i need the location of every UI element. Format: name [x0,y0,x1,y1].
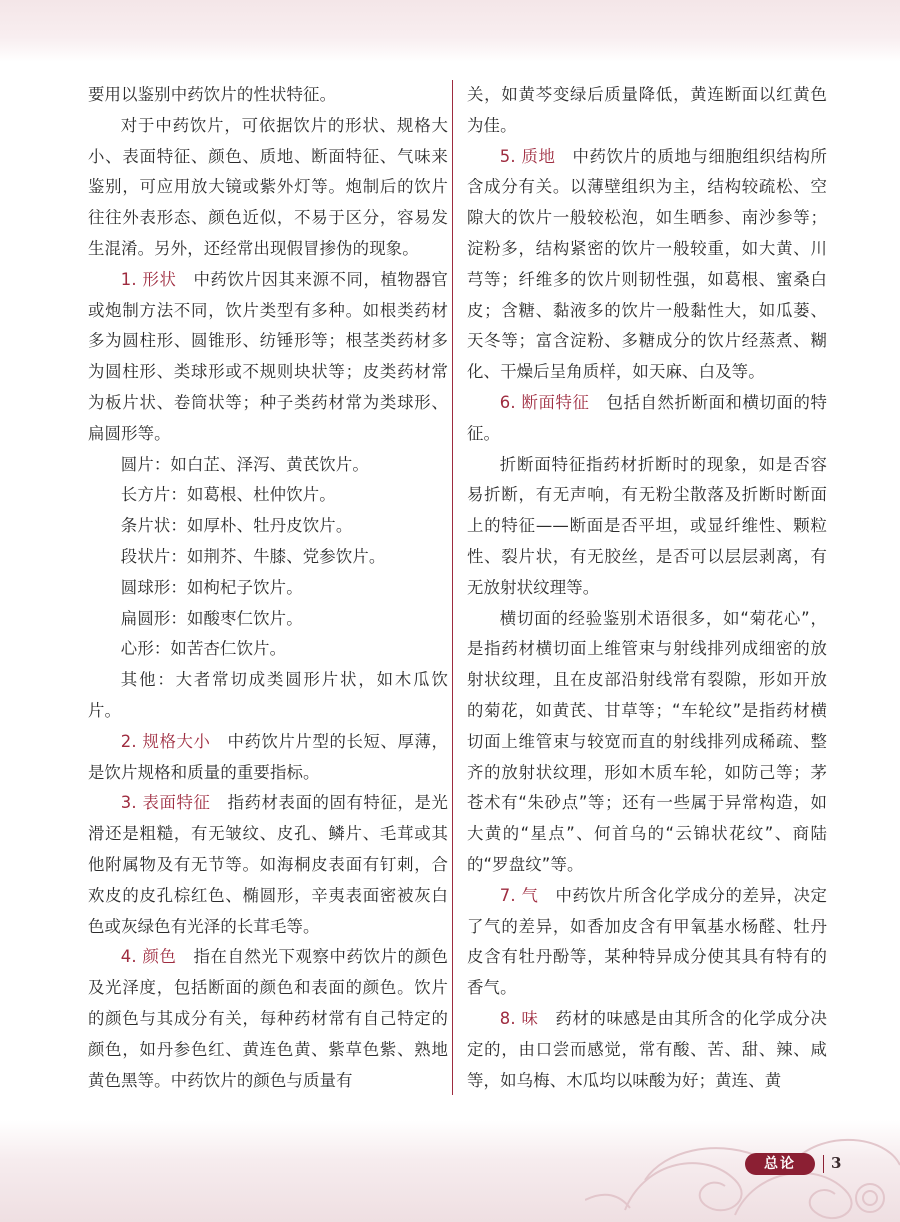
paragraph: 横切面的经验鉴别术语很多，如“菊花心”，是指药材横切面上维管束与射线排列成细密的放射状纹理，且在皮部沿射线常有裂隙，形如开放的菊花，如黄芪、甘草等；“车轮纹”是指药材横切面上维管束与较宽而直的射线排列成稀疏、整齐的放射状纹理，形如木质车轮，如防己等；茅苍术有“朱砂点”等；还有一些属于异常构造，如大黄的“星点”、何首乌的“云锦状花纹”、商陆的“罗盘纹”等。 [467,608,827,874]
list-item: 条片状：如厚朴、牡丹皮饮片。 [120,516,353,536]
list-item: 扁圆形：如酸枣仁饮片。 [120,608,303,628]
section-heading: 1. 形状 [120,269,177,289]
section-heading: 4. 颜色 [120,947,177,967]
left-column [88,80,448,1096]
section-color [88,942,448,1096]
footer-separator [823,1155,824,1173]
section-text: 中药饮片因其来源不同，植物器官或炮制方法不同，饮片类型有多种。如根类药材多为圆柱形、圆锥形、纺锤形等；根茎类药材多为圆柱形、类球形或不规则块状等；皮类药材常为板片状、卷筒状等；种子类药材常为类球形、扁圆形等。 [88,269,448,443]
section-texture [467,142,827,388]
section-text: 中药饮片的质地与细胞组织结构所含成分有关。以薄壁组织为主，结构较疏松、空隙大的饮片一般较松泡，如生晒参、南沙参等；淀粉多，结构紧密的饮片一般较重，如大黄、川芎等；纤维多的饮片则韧性强，如葛根、蜜桑白皮；含糖、黏液多的饮片一般黏性大，如瓜蒌、天冬等；富含淀粉、多糖成分的饮片经蒸煮、糊化、干燥后呈角质样，如天麻、白及等。 [467,146,827,382]
list-item: 其他：大者常切成类圆形片状，如木瓜饮片。 [88,670,448,720]
section-badge: 总论 [745,1153,815,1175]
section-text: 药材的味感是由其所含的化学成分决定的，由口尝而感觉，常有酸、苦、甜、辣、咸等，如乌梅、木瓜均以味酸为好；黄连、黄 [467,1008,827,1090]
paragraph: 对于中药饮片，可依据饮片的形状、规格大小、表面特征、颜色、质地、断面特征、气味来鉴别，可应用放大镜或紫外灯等。炮制后的饮片往往外表形态、颜色近似，不易于区分，容易发生混淆。另外，还经常出现假冒掺伪的现象。 [88,115,448,258]
section-surface [88,788,448,942]
column-divider [452,80,453,1095]
section-fracture [467,388,827,450]
section-text: 包括自然折断面和横切面的特征。 [467,392,827,443]
paragraph: 关，如黄芩变绿后质量降低，黄连断面以红黄色为佳。 [467,85,827,135]
list-item: 长方片：如葛根、杜仲饮片。 [120,485,336,505]
section-heading: 3. 表面特征 [120,793,211,813]
section-odor [467,881,827,1004]
section-heading: 5. 质地 [499,146,556,166]
section-heading: 2. 规格大小 [120,731,211,751]
list-item: 圆片：如白芷、泽泻、黄芪饮片。 [120,454,369,474]
section-heading: 8. 味 [499,1008,539,1028]
list-item: 心形：如苦杏仁饮片。 [120,639,287,659]
section-text: 中药饮片片型的长短、厚薄，是饮片规格和质量的重要指标。 [88,731,448,782]
header-band [0,0,900,62]
list-item: 段状片：如荆芥、牛膝、党参饮片。 [120,546,386,566]
right-column [467,80,827,1096]
section-size [88,727,448,789]
page-number: 3 [831,1154,842,1172]
paragraph: 要用以鉴别中药饮片的性状特征。 [88,85,337,104]
section-text: 中药饮片所含化学成分的差异，决定了气的差异，如香加皮含有甲氧基水杨醛、牡丹皮含有牡丹酚等，某种特异成分使其具有特有的香气。 [467,885,827,998]
section-heading: 6. 断面特征 [499,392,590,412]
section-taste [467,1004,827,1096]
list-item: 圆球形：如枸杞子饮片。 [120,577,303,597]
cloud-swirl-ornament [585,1120,900,1222]
section-text: 指药材表面的固有特征，是光滑还是粗糙，有无皱纹、皮孔、鳞片、毛茸或其他附属物及有无节等。如海桐皮表面有钉刺，合欢皮的皮孔棕红色、椭圆形，辛夷表面密被灰白色或灰绿色有光泽的长茸毛等。 [88,793,448,936]
paragraph: 折断面特征指药材折断时的现象，如是否容易折断，有无声响，有无粉尘散落及折断时断面上的特征——断面是否平坦，或显纤维性、颗粒性、裂片状，有无胶丝，是否可以层层剥离，有无放射状纹理等。 [467,454,827,597]
section-text: 指在自然光下观察中药饮片的颜色及光泽度，包括断面的颜色和表面的颜色。饮片的颜色与其成分有关，每种药材常有自己特定的颜色，如丹参色红、黄连色黄、紫草色紫、熟地黄色黑等。中药饮片的颜色与质量有 [88,947,448,1090]
section-heading: 7. 气 [499,885,539,905]
section-shape [88,265,448,450]
